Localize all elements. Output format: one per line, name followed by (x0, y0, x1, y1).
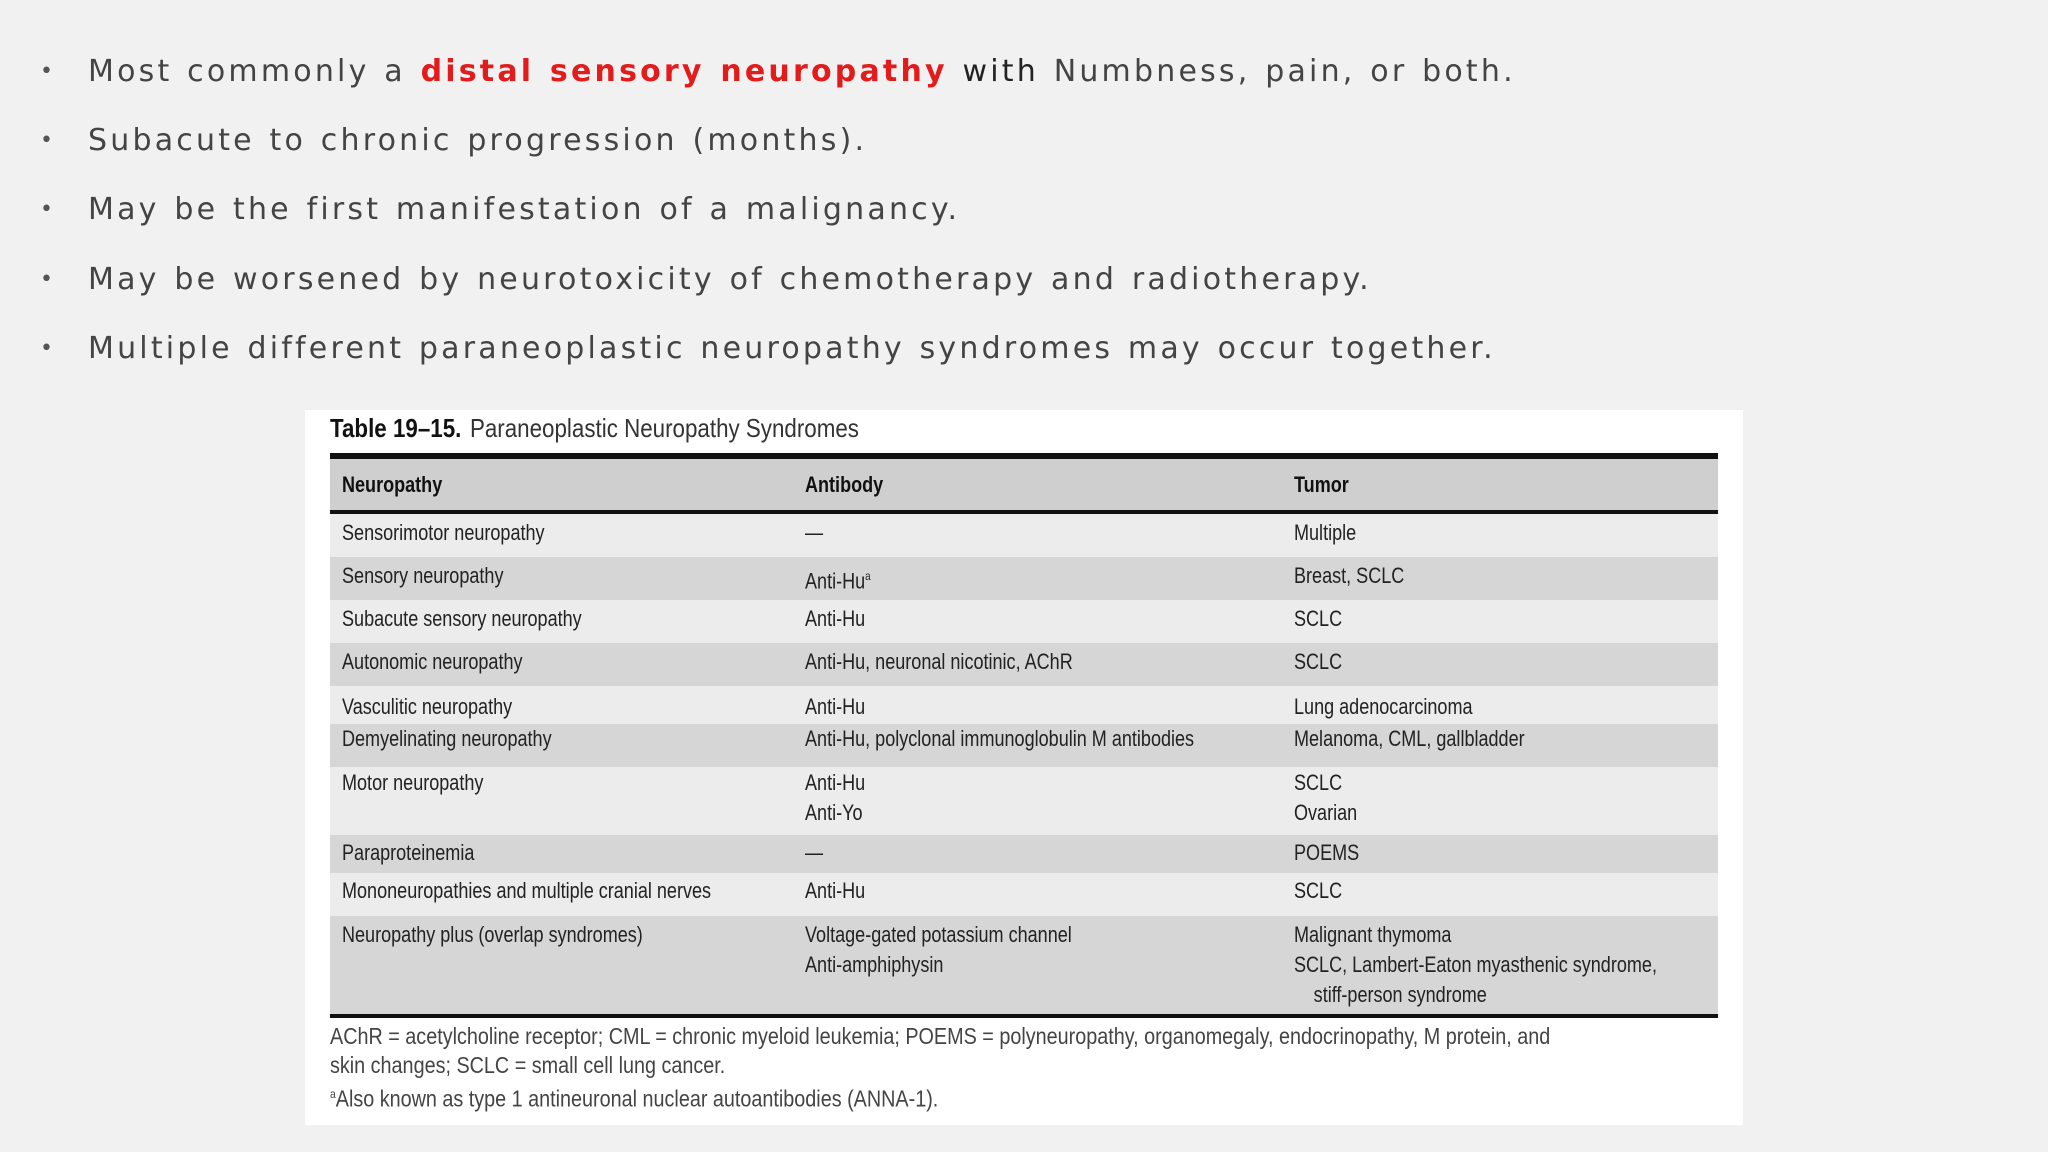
table-row (330, 724, 1718, 767)
cell-antibody: Anti-Hu, polyclonal immunoglobulin M antibodies (805, 726, 1195, 751)
cell-neuropathy: Paraproteinemia (342, 840, 475, 865)
bullet-item (40, 189, 960, 229)
header-tumor: Tumor (1294, 472, 1349, 497)
bullet-text: May be worsened by neurotoxicity of chemotherapy and radiotherapy. (88, 261, 1372, 297)
table-footnote (330, 1022, 1730, 1112)
bullet-dot-icon: • (40, 335, 53, 361)
bullet-text: Multiple different paraneoplastic neuropathy syndromes may occur together. (88, 330, 1496, 366)
cell-neuropathy: Vasculitic neuropathy (342, 694, 513, 719)
cell-tumor: Melanoma, CML, gallbladder (1294, 726, 1525, 751)
header-neuropathy: Neuropathy (342, 472, 443, 497)
footnote-line: skin changes; SCLC = small cell lung cancer. (330, 1052, 726, 1078)
table-row (330, 557, 1718, 600)
cell-neuropathy: Mononeuropathies and multiple cranial nerves (342, 878, 712, 903)
bullet-dot-icon: • (40, 127, 53, 153)
table-header-row (330, 459, 1718, 514)
cell-neuropathy: Motor neuropathy (342, 770, 484, 795)
table-row (330, 873, 1718, 916)
table-row (330, 600, 1718, 643)
table-row (330, 916, 1718, 1014)
bullet-dot-icon: • (40, 266, 53, 292)
table-figure (305, 410, 1743, 1125)
cell-antibody: Anti-Hu$^a$ (805, 568, 871, 594)
bullet-text-post: Numbness, pain, or both. (1038, 53, 1516, 89)
header-antibody: Antibody (805, 472, 884, 497)
footnote-a-marker: a (330, 1087, 336, 1101)
cell-antibody: Anti-Hu (805, 606, 866, 631)
cell-neuropathy: Subacute sensory neuropathy (342, 606, 582, 631)
bullet-item (40, 328, 1496, 368)
cell-tumor: SCLC (1294, 606, 1343, 631)
bullet-text: May be the first manifestation of a malignancy. (88, 191, 961, 227)
table-number: Table 19–15. (330, 413, 462, 443)
cell-tumor: Malignant thymoma SCLC, Lambert-Eaton myasthenic syndrome, stiff-person syndrome (1294, 922, 1657, 1007)
footnote-a: $^a$Also known as type 1 antineuronal nuclear autoantibodies (ANNA-1). (330, 1085, 939, 1112)
bullet-item (40, 120, 867, 160)
cell-antibody: — (805, 520, 824, 545)
cell-tumor: SCLC (1294, 878, 1343, 903)
cell-antibody: Anti-Hu Anti-Yo (805, 770, 866, 825)
bullet-item (40, 259, 1372, 299)
bullet-text (88, 54, 1516, 89)
table-title: Paraneoplastic Neuropathy Syndromes (469, 413, 859, 443)
cell-antibody: Anti-Hu (805, 878, 866, 903)
cell-tumor: POEMS (1294, 840, 1360, 865)
footnote-marker: a (865, 569, 871, 583)
cell-neuropathy: Autonomic neuropathy (342, 649, 523, 674)
bullet-emphasis: distal sensory neuropathy (420, 53, 948, 89)
bullet-text-pre: Most commonly a (88, 53, 421, 89)
cell-antibody: Voltage-gated potassium channel Anti-amphiphysin (805, 922, 1072, 977)
cell-antibody: Anti-Hu, neuronal nicotinic, AChR (805, 649, 1073, 674)
cell-neuropathy: Sensory neuropathy (342, 563, 504, 588)
table-row (330, 514, 1718, 557)
syndromes-table (330, 453, 1718, 1018)
cell-neuropathy: Neuropathy plus (overlap syndromes) (342, 922, 643, 947)
cell-neuropathy: Demyelinating neuropathy (342, 726, 552, 751)
table-row (330, 643, 1718, 686)
table-row (330, 835, 1718, 873)
cell-tumor: SCLC (1294, 649, 1343, 674)
table-row (330, 767, 1718, 835)
cell-tumor: Lung adenocarcinoma (1294, 694, 1473, 719)
cell-antibody: — (805, 840, 824, 865)
cell-tumor: SCLC Ovarian (1294, 770, 1358, 825)
cell-tumor: Multiple (1294, 520, 1357, 545)
bullet-dot-icon: • (40, 196, 53, 222)
bullet-text: Subacute to chronic progression (months). (88, 122, 868, 158)
footnote-line: AChR = acetylcholine receptor; CML = chronic myeloid leukemia; POEMS = polyneuropathy, organomegaly, endocrinopathy, M protein, and (330, 1023, 1551, 1049)
table-caption (330, 410, 859, 446)
cell-neuropathy: Sensorimotor neuropathy (342, 520, 545, 545)
bullet-item (40, 51, 1516, 91)
bullet-text-mid: with (947, 53, 1039, 89)
bullet-dot-icon: • (40, 58, 53, 84)
cell-antibody: Anti-Hu (805, 694, 866, 719)
table-row (330, 686, 1718, 724)
cell-tumor: Breast, SCLC (1294, 563, 1405, 588)
